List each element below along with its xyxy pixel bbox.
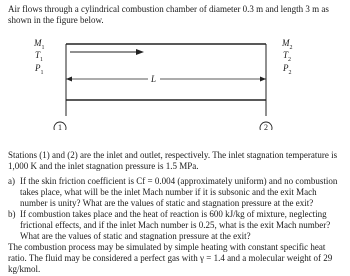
flow-arrowhead	[136, 49, 144, 55]
outlet-temp-label: $T_2$	[283, 50, 292, 63]
station-1-number: 1	[58, 123, 62, 132]
inlet-mach-label: $M_1$	[34, 38, 45, 51]
question-a	[8, 176, 346, 209]
chamber-diagram	[0, 30, 350, 130]
length-label: L	[151, 74, 157, 84]
closing-text: The combustion process may be simulated by simple heating with constant specific heat ratio. The fluid may be considered a perfect gas with γ = 1.4 and a molecular weight of 29 kg/kmol.	[8, 242, 333, 274]
combustion-chamber-figure	[0, 30, 350, 130]
question-a-letter: a)	[8, 176, 15, 186]
question-a-text: If the skin friction coefficient is Cf = 0.004 (approximately uniform) and no combustion takes place, what will be the inlet Mach number if it is subsonic and the exit Mach number is unity? What are the values of static and stagnation pressure at the exit?	[20, 176, 338, 208]
intro-text: Air flows through a cylindrical combustion chamber of diameter 0.3 m and length 3 m as shown in the figure below.	[8, 4, 329, 25]
station-2-number: 2	[264, 123, 268, 132]
inlet-temp-label: $T_1$	[35, 50, 44, 63]
question-b	[8, 209, 346, 242]
question-b-letter: b)	[8, 209, 16, 219]
stations-text: Stations (1) and (2) are the inlet and outlet, respectively. The inlet stagnation temperature is 1,000 K and the inlet stagnation pressure is 1.5 MPa.	[8, 150, 338, 171]
dimension-arrow-left	[66, 77, 72, 82]
question-b-text: If combustion takes place and the heat of reaction is 600 kJ/kg of mixture, neglecting frictional effects, and if the inlet Mach number is 0.25, what is the exit Mach number? What are the values of static and stagnation pressure at the exit?	[20, 209, 331, 241]
outlet-pressure-label: $P_2$	[283, 63, 292, 76]
dimension-arrow-right	[260, 77, 266, 82]
outlet-mach-label: $M_2$	[282, 38, 293, 51]
inlet-pressure-label: $P_1$	[35, 63, 44, 76]
